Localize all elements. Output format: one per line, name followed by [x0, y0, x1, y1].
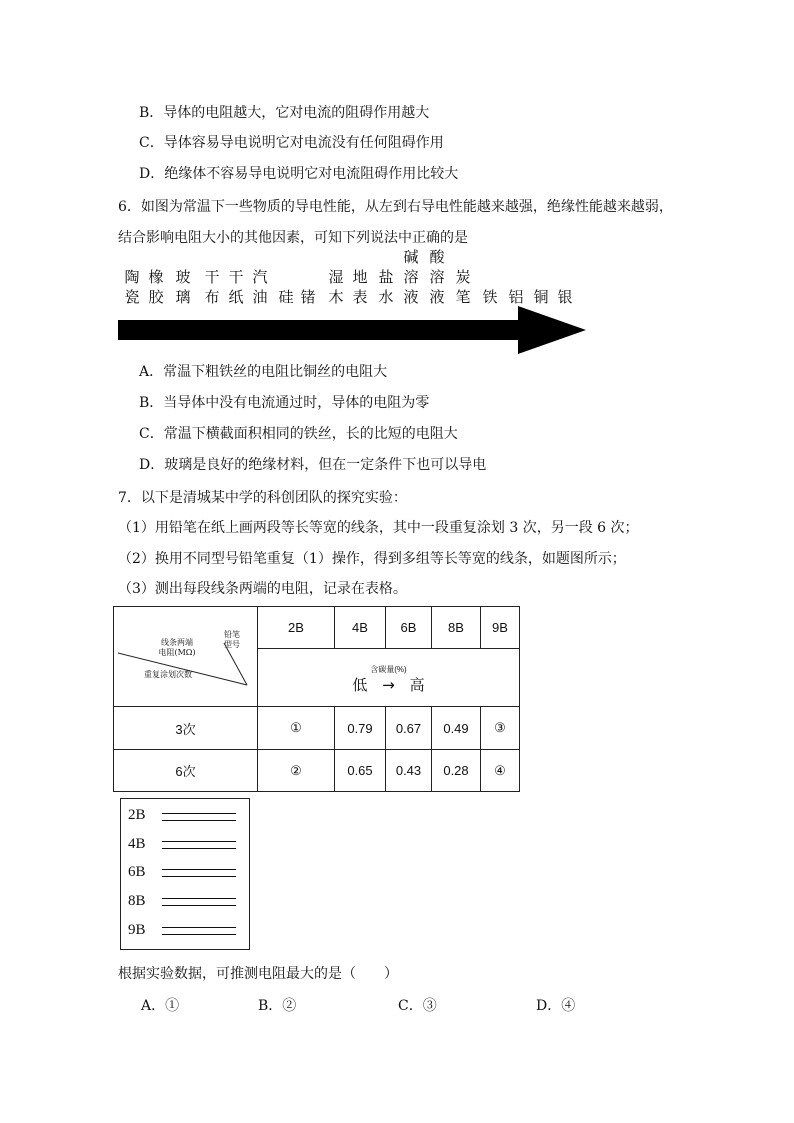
- pencil-label: 9B: [128, 922, 146, 938]
- table-cell: ③: [481, 707, 520, 750]
- material-char: 溶: [429, 268, 445, 286]
- pencil-label: 4B: [128, 836, 146, 852]
- carbon-content-label: 含碳量(%): [370, 665, 407, 674]
- material-label: [452, 267, 474, 307]
- material-label: [426, 247, 448, 307]
- material-char: 铝: [508, 288, 524, 306]
- header-repeat-label: 重复涂划次数: [144, 670, 192, 679]
- material-char: 干: [228, 268, 244, 286]
- material-char: 湿: [328, 268, 344, 286]
- material-char: 胶: [148, 288, 164, 306]
- carbon-content-cell: [258, 649, 520, 707]
- material-char: 碱: [403, 248, 419, 266]
- material-char: 铜: [533, 288, 549, 306]
- diagonal-header-cell: [114, 607, 258, 707]
- material-char: 干: [204, 268, 220, 286]
- answer-b: B．②: [258, 998, 297, 1014]
- material-label: [554, 267, 576, 307]
- row-label: 3次: [114, 707, 258, 750]
- pencil-line: [162, 820, 236, 821]
- q7-step-3: （3）测出每段线条两端的电阻，记录在表格。: [118, 581, 407, 597]
- q6-stem-line2: 结合影响电阻大小的其他因素，可知下列说法中正确的是: [118, 230, 468, 246]
- pencil-line: [162, 934, 236, 935]
- material-char: 地: [352, 268, 368, 286]
- material-char: 盐: [378, 268, 394, 286]
- q5-option-d: D．绝缘体不容易导电说明它对电流阻碍作用比较大: [139, 166, 459, 182]
- pencil-label: 6B: [128, 864, 146, 880]
- answer-a: A．①: [141, 998, 180, 1014]
- resistance-table: [113, 606, 520, 792]
- material-char: 酸: [429, 248, 445, 266]
- material-label: [505, 267, 527, 307]
- pencil-label: 2B: [128, 807, 146, 823]
- material-char: 纸: [228, 288, 244, 306]
- material-label: [249, 267, 271, 307]
- model-header: 8B: [432, 607, 481, 649]
- material-char: [554, 267, 576, 287]
- pencil-line: [162, 869, 236, 870]
- high-label: 高: [409, 676, 425, 694]
- table-cell: 0.49: [432, 707, 481, 750]
- pencil-line: [162, 848, 236, 849]
- pencil-line: [162, 927, 236, 928]
- pencil-line: [162, 905, 236, 906]
- material-label: [225, 267, 247, 307]
- answer-c: C．③: [398, 998, 437, 1014]
- q7-question: 根据实验数据，可推测电阻最大的是（ ）: [118, 966, 398, 982]
- q5-option-c: C．导体容易导电说明它对电流没有任何阻碍作用: [139, 135, 444, 151]
- q6-option-b: B．当导体中没有电流通过时，导体的电阻为零: [139, 395, 430, 411]
- q5-option-b: B．导体的电阻越大，它对电流的阻碍作用越大: [139, 105, 430, 121]
- q7-step-1: （1）用铅笔在纸上画两段等长等宽的线条，其中一段重复涂划 3 次，另一段 6 次；: [118, 520, 639, 536]
- material-char: [479, 267, 501, 287]
- material-char: 玻: [175, 268, 191, 286]
- conductivity-arrow: [118, 306, 588, 354]
- material-label: [121, 267, 143, 307]
- material-char: 银: [557, 288, 573, 306]
- right-arrow-icon: →: [382, 676, 395, 694]
- material-char: [275, 267, 297, 287]
- q6-option-a: A．常温下粗铁丝的电阻比铜丝的电阻大: [139, 364, 388, 380]
- header-resistance-label-2: 电阻(MΩ): [158, 648, 196, 657]
- header-pencil-label-2: 型号: [224, 640, 240, 649]
- header-resistance-label-1: 线条两端: [161, 638, 193, 647]
- material-char: 液: [429, 288, 445, 306]
- pencil-line: [162, 876, 236, 877]
- material-label: [375, 267, 397, 307]
- material-char: 布: [204, 288, 220, 306]
- material-char: [297, 267, 319, 287]
- material-label: [201, 267, 223, 307]
- pencil-line: [162, 841, 236, 842]
- q7-step-2: （2）换用不同型号铅笔重复（1）操作，得到多组等长等宽的线条，如题图所示；: [118, 551, 626, 567]
- header-pencil-label-1: 铅笔: [224, 630, 240, 639]
- material-char: 笔: [455, 288, 471, 306]
- material-label: [275, 267, 297, 307]
- material-char: 液: [403, 288, 419, 306]
- material-char: 硅: [278, 288, 294, 306]
- q6-option-c: C．常温下横截面积相同的铁丝，长的比短的电阻大: [139, 426, 458, 442]
- material-char: 橡: [148, 268, 164, 286]
- material-label: [479, 267, 501, 307]
- material-char: 油: [252, 288, 268, 306]
- material-label: [297, 267, 319, 307]
- pencil-line: [162, 898, 236, 899]
- material-label: [400, 247, 422, 307]
- table-cell: 0.43: [386, 750, 432, 792]
- material-label: [172, 267, 194, 307]
- material-label: [145, 267, 167, 307]
- table-cell: 0.79: [335, 707, 386, 750]
- table-cell: ④: [481, 750, 520, 792]
- model-header: 9B: [481, 607, 520, 649]
- material-char: 铁: [482, 288, 498, 306]
- table-cell: 0.67: [386, 707, 432, 750]
- table-cell: 0.28: [432, 750, 481, 792]
- table-row: [114, 750, 520, 792]
- model-header: 4B: [335, 607, 386, 649]
- table-cell: ①: [258, 707, 335, 750]
- material-char: [530, 267, 552, 287]
- material-char: 水: [378, 288, 394, 306]
- material-char: [505, 267, 527, 287]
- material-char: 炭: [455, 268, 471, 286]
- model-header: 2B: [258, 607, 335, 649]
- table-row: [114, 707, 520, 750]
- q6-option-d: D．玻璃是良好的绝缘材料，但在一定条件下也可以导电: [139, 457, 487, 473]
- model-header: 6B: [386, 607, 432, 649]
- material-char: 溶: [403, 268, 419, 286]
- material-label: [349, 267, 371, 307]
- table-cell: 0.65: [335, 750, 386, 792]
- low-label: 低: [352, 676, 368, 694]
- material-char: 锗: [300, 288, 316, 306]
- material-char: 汽: [252, 268, 268, 286]
- pencil-line: [162, 813, 236, 814]
- material-char: 璃: [175, 288, 191, 306]
- material-char: 木: [328, 288, 344, 306]
- row-label: 6次: [114, 750, 258, 792]
- material-label: [325, 267, 347, 307]
- material-char: 表: [352, 288, 368, 306]
- q6-stem-line1: 6．如图为常温下一些物质的导电性能，从左到右导电性能越来越强，绝缘性能越来越弱，: [118, 199, 673, 215]
- answer-d: D．④: [536, 998, 576, 1014]
- q7-stem: 7．以下是清城某中学的科创团队的探究实验：: [118, 490, 407, 506]
- material-char: 陶: [124, 268, 140, 286]
- material-label: [530, 267, 552, 307]
- pencil-lines-figure: [120, 798, 250, 950]
- material-char: 瓷: [124, 288, 140, 306]
- table-cell: ②: [258, 750, 335, 792]
- pencil-label: 8B: [128, 893, 146, 909]
